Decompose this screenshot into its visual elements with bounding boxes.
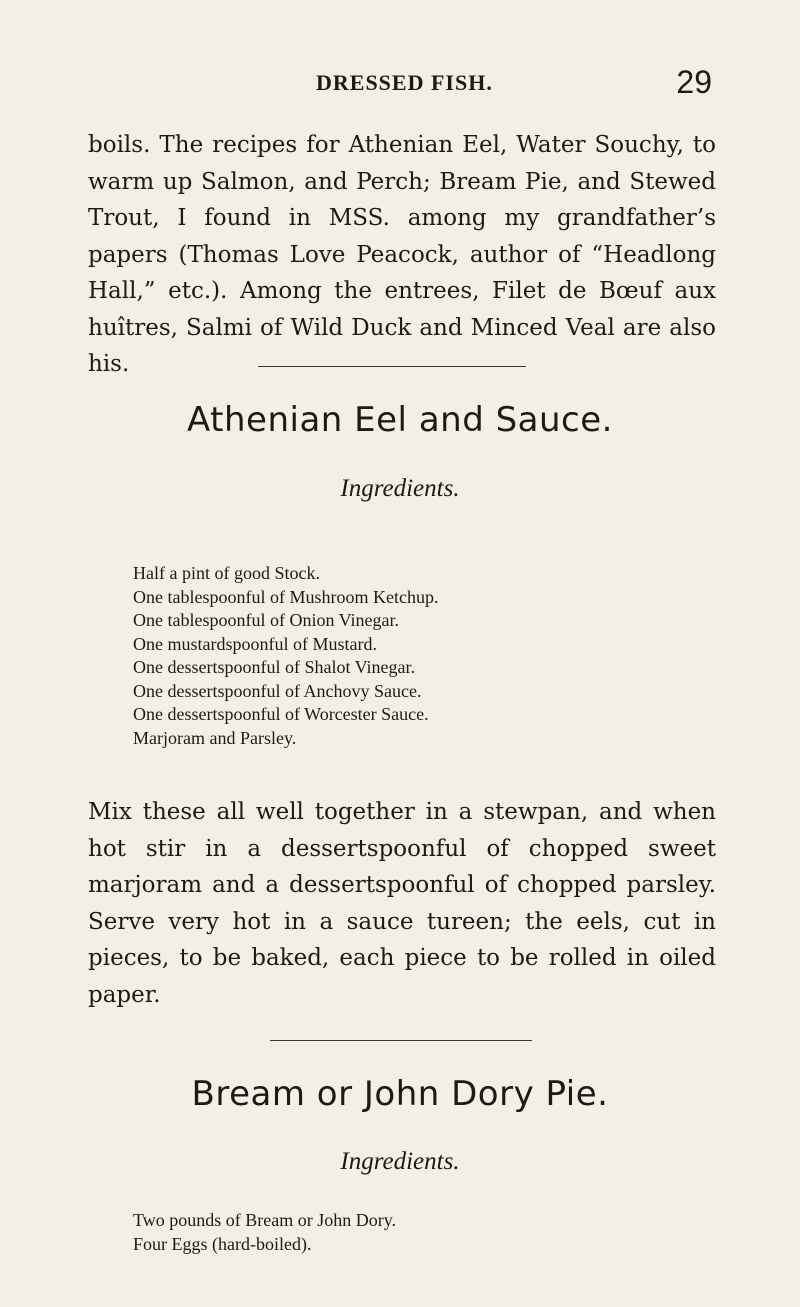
intro-paragraph: boils. The recipes for Athenian Eel, Water Souchy, to warm up Salmon, and Perch; Bream Pie, and Stewed Trout, I found in MSS. among my grandfather’s papers (Thomas Love Peacock, author of “Headlong Hall,” etc.). Among the entrees, Filet de Bœuf aux huîtres, Salmi of Wild Duck and Minced Veal are also his. (88, 132, 716, 377)
running-head (88, 64, 712, 104)
ingredient-list (133, 1209, 396, 1256)
section-divider (270, 1040, 532, 1041)
ingredient-item: Two pounds of Bream or John Dory. (133, 1210, 397, 1230)
recipe-title-bream-pie: Bream or John Dory Pie. (191, 1074, 609, 1114)
running-title: DRESSED FISH. (316, 70, 493, 95)
section-divider (258, 366, 526, 367)
recipe-title-athenian-eel: Athenian Eel and Sauce. (187, 400, 613, 440)
ingredient-item: One mustardspoonful of Mustard. (133, 633, 377, 654)
ingredient-item: Half a pint of good Stock. (133, 563, 320, 583)
ingredient-item: One tablespoonful of Mushroom Ketchup. (133, 586, 439, 607)
ingredient-item: One tablespoonful of Onion Vinegar. (133, 610, 400, 630)
ingredient-item: One dessertspoonful of Anchovy Sauce. (133, 680, 422, 701)
page-number: 29 (676, 64, 712, 100)
ingredient-item: Four Eggs (hard-boiled). (133, 1233, 312, 1254)
ingredient-item: One dessertspoonful of Worcester Sauce. (133, 704, 429, 724)
ingredients-heading: Ingredients. (340, 475, 460, 502)
ingredients-heading: Ingredients. (340, 1148, 460, 1175)
ingredient-list (133, 562, 438, 750)
ingredient-item: Marjoram and Parsley. (133, 727, 297, 748)
method-paragraph: Mix these all well together in a stewpan, and when hot stir in a dessertspoonful of chopped sweet marjoram and a dessertspoonful of chopped parsley. Serve very hot in a sauce tureen; the eels, cut in pieces, to be baked, each piece to be rolled in oiled paper. (88, 799, 716, 1008)
ingredient-item: One dessertspoonful of Shalot Vinegar. (133, 657, 416, 677)
